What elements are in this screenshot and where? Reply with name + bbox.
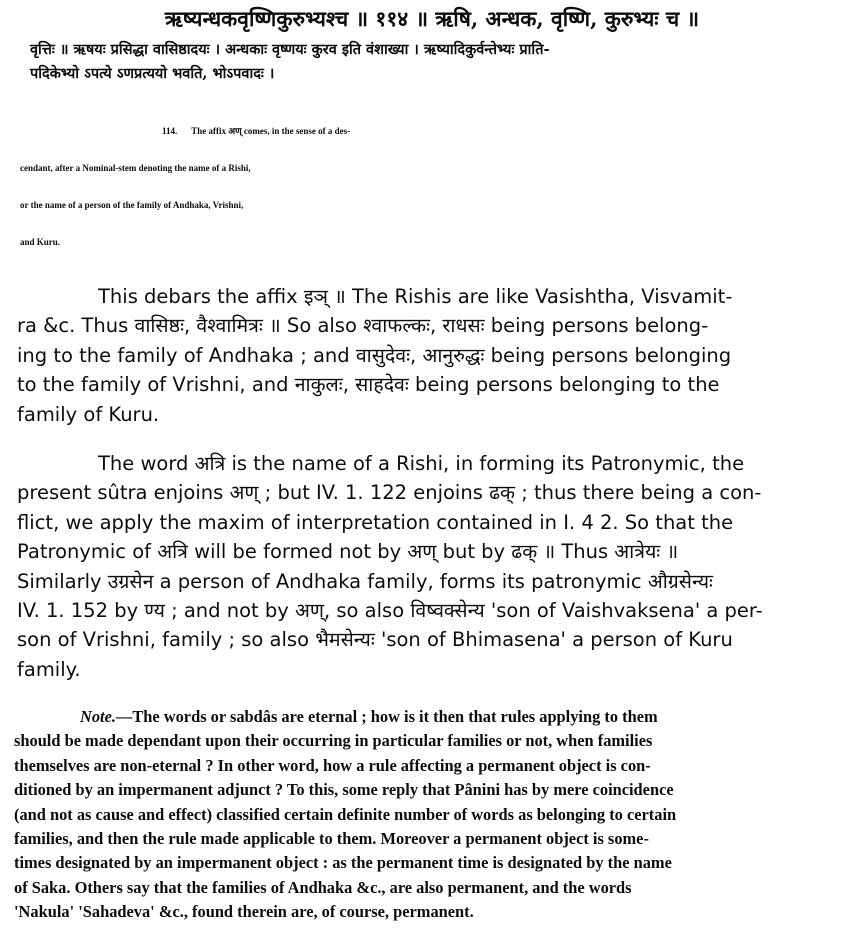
note-line: should be made dependant upon their occurring in particular families or not, when families: [14, 731, 653, 751]
footnote: [14, 705, 834, 925]
commentary-line: The word अत्रि is the name of a Rishi, in forming its Patronymic, the: [98, 452, 745, 475]
note-line: 'Nakula' 'Sahadeva' &c., found therein are, of course, permanent.: [14, 902, 474, 922]
commentary-line: Patronymic of अत्रि will be formed not by अण् but by ढक् ॥ Thus आत्रेयः ॥: [17, 540, 679, 564]
commentary-line: family.: [17, 657, 81, 681]
commentary-paragraph-2: [17, 449, 828, 684]
note-line: ditioned by an impermanent adjunct ? To this, some reply that Pânini has by mere coincidence: [14, 780, 674, 800]
note-label: Note.—: [80, 707, 133, 726]
commentary-paragraph-1: [17, 282, 828, 429]
note-text: The words or sabdâs are eternal ; how is it then that rules applying to them: [132, 707, 658, 726]
commentary-line: This debars the affix इञ् ॥ The Rishis are like Vasishtha, Visvamit-: [98, 285, 733, 308]
commentary-line: ing to the family of Andhaka ; and वासुदेवः, आनुरुद्धः being persons belonging: [17, 343, 732, 367]
commentary-line: IV. 1. 152 by ण्य ; and not by अण्, so also विष्वक्सेन्य 'son of Vaishvaksena' a per-: [17, 599, 763, 623]
commentary-line: Similarly उग्रसेन a person of Andhaka family, forms its patronymic औग्रसेन्यः: [17, 569, 713, 593]
translation-line: [20, 113, 840, 150]
commentary-line: to the family of Vrishni, and नाकुलः, साहदेवः being persons belonging to the: [17, 373, 720, 397]
note-line: themselves are non-eternal ? In other word, how a rule affecting a permanent object is con-: [14, 755, 651, 775]
sutra-heading: ऋष्यन्धकवृष्णिकुरुभ्यश्च ॥ ११४ ॥ ऋषि, अन्धक, वृष्णि, कुरुभ्यः च ॥: [164, 6, 700, 31]
note-line: times designated by an impermanent object : as the permanent time is designated by the name: [14, 853, 672, 873]
commentary-line: flict, we apply the maxim of interpretation contained in I. 4 2. So that the: [17, 510, 734, 534]
translation-line: cendant, after a Nominal-stem denoting the name of a Rishi,: [20, 163, 251, 173]
commentary-line: ra &c. Thus वासिष्ठः, वैश्वामित्रः ॥ So also श्वाफल्कः, राधसः being persons belong-: [17, 314, 709, 338]
note-line: families, and then the rule made applicable to them. Moreover a permanent object is some-: [14, 829, 649, 849]
commentary-line: son of Vrishni, family ; so also भैमसेन्यः 'son of Bhimasena' a person of Kuru: [17, 628, 733, 652]
commentary-line: family of Kuru.: [17, 402, 160, 426]
vritti-gloss: [30, 38, 830, 86]
note-line: of Saka. Others say that the families of Andhaka &c., are also permanent, and the words: [14, 877, 632, 897]
vritti-line: वृत्तिः ॥ ऋषयः प्रसिद्धा वासिष्ठादयः । अन्धकाः वृष्णयः कुरव इति वंशाख्या । ऋष्यादिकुर्वन्तेभ्यः प्राति-: [30, 41, 550, 58]
note-line: [80, 705, 834, 729]
note-line: (and not as cause and effect) classified certain definite number of words as belonging to certain: [14, 804, 677, 824]
translation-line: or the name of a person of the family of Andhaka, Vrishni,: [20, 200, 244, 210]
sutra-translation: [20, 113, 840, 261]
translation-text: The affix अण् comes, in the sense of a des-: [191, 126, 351, 136]
vritti-line: पदिकेभ्यो ऽपत्ये ऽणप्रत्ययो भवति, भोऽपवादः ।: [30, 65, 275, 82]
commentary-line: present sûtra enjoins अण् ; but IV. 1. 122 enjoins ढक् ; thus there being a con-: [17, 481, 762, 505]
sutra-number: 114.: [162, 126, 178, 136]
translation-line: and Kuru.: [20, 237, 61, 247]
